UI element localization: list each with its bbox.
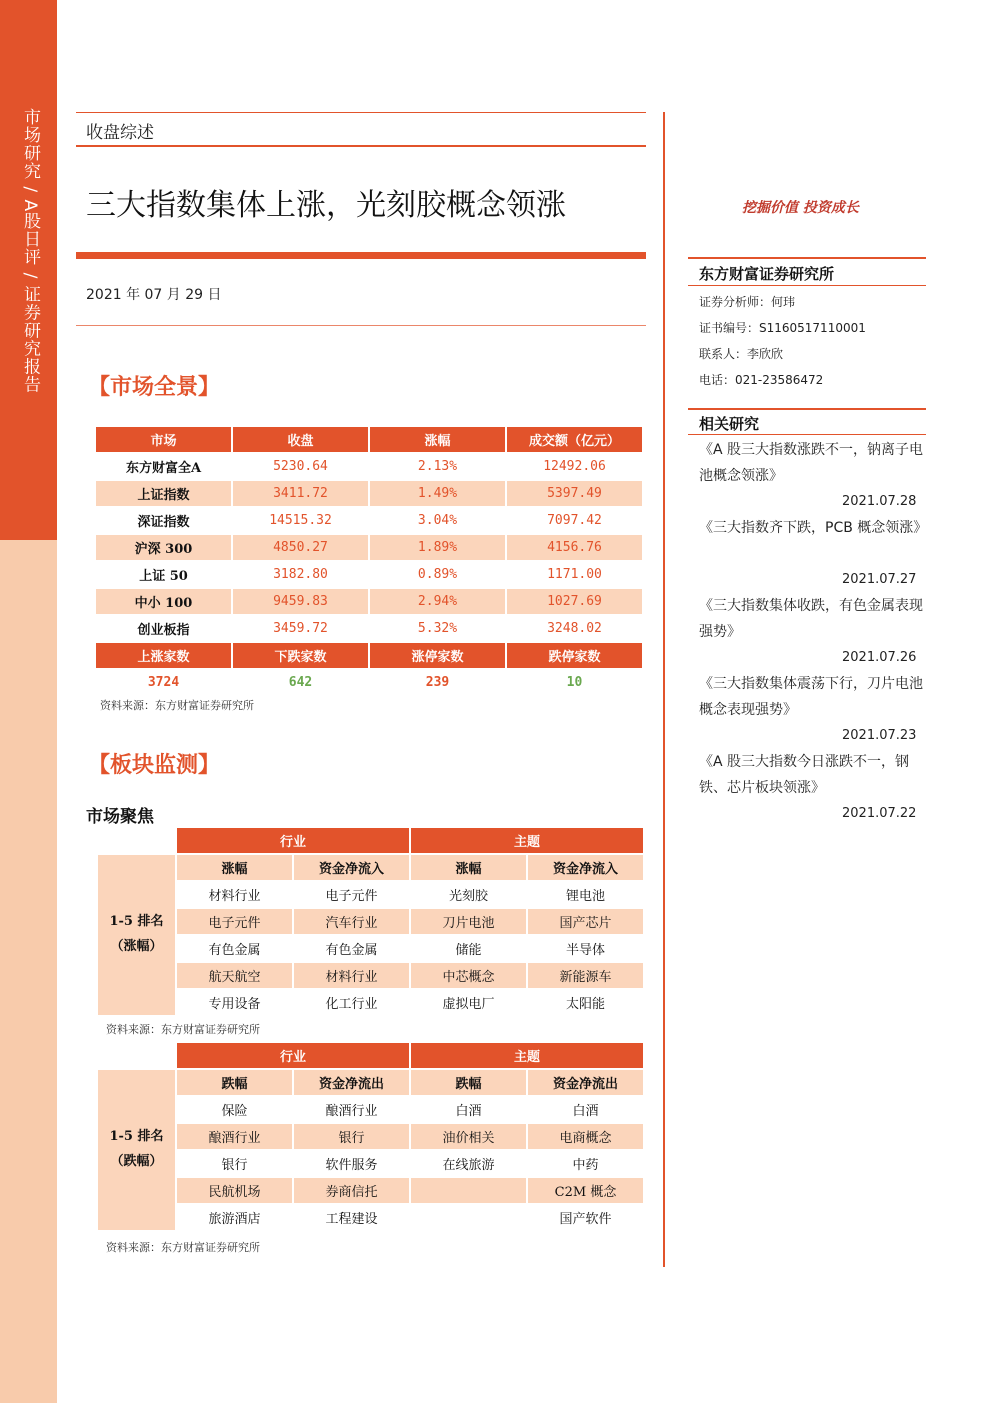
table-row [98,1124,643,1149]
group-header-industry: 行业 [177,1043,409,1068]
sector-cell: 电子元件 [294,882,409,907]
blank-cell [98,828,175,853]
sector-cell: 中药 [528,1151,643,1176]
index-turnover: 12492.06 [507,454,642,479]
report-date: 2021 年 07 月 29 日 [86,287,222,303]
table-row [96,454,642,479]
sector-cell: 旅游酒店 [177,1205,292,1230]
top-gainers-table [96,826,645,1017]
index-name: 上证 50 [96,562,231,587]
related-report-date: 2021.07.27 [842,572,917,587]
top-losers-table [96,1041,645,1232]
header-top-rule [76,112,646,113]
index-turnover: 3248.02 [507,616,642,641]
index-change: 1.89% [370,535,505,560]
sector-cell: C2M 概念 [528,1178,643,1203]
sector-cell: 储能 [411,936,526,961]
col-header-row [98,855,643,880]
col-header: 上涨家数 [96,643,231,668]
group-header-theme: 主题 [411,1043,643,1068]
related-report-title[interactable]: 《三大指数集体震荡下行，刀片电池概念表现强势》 [699,676,923,718]
group-header-theme: 主题 [411,828,643,853]
sector-cell: 太阳能 [528,990,643,1015]
rank-label-line1: 1-5 排名 [109,914,164,930]
sidebar-category-text: 市场研究 / A股日评 / 证券研究报告 [20,108,40,394]
related-report-title[interactable]: 《A 股三大指数涨跌不一，钠离子电池概念领涨》 [699,442,924,484]
rank-label-line1: 1-5 排名 [109,1129,164,1145]
index-close: 3459.72 [233,616,368,641]
sector-cell: 工程建设 [294,1205,409,1230]
index-name: 东方财富全A [96,454,231,479]
phone-number: 电话：021-23586472 [699,373,824,387]
sector-cell: 航天航空 [177,963,292,988]
index-change: 5.32% [370,616,505,641]
count-row [96,670,642,695]
table-row [96,481,642,506]
col-header: 跌停家数 [507,643,642,668]
sector-cell: 新能源车 [528,963,643,988]
related-report-title[interactable]: 《A 股三大指数今日涨跌不一，钢铁、芯片板块领涨》 [699,754,910,796]
sector-cell: 材料行业 [177,882,292,907]
table-row [98,1151,643,1176]
sidebar-light-band [0,540,57,1403]
index-name: 上证指数 [96,481,231,506]
col-header: 涨幅 [177,855,292,880]
sector-cell: 电商概念 [528,1124,643,1149]
index-close: 3182.80 [233,562,368,587]
sectors-title: 【板块监测】 [88,752,221,778]
sector-cell: 半导体 [528,936,643,961]
sector-cell: 银行 [177,1151,292,1176]
table-row [96,535,642,560]
date-rule [76,325,646,326]
sector-cell: 光刻胶 [411,882,526,907]
rank-label [98,1070,175,1230]
rank-label-line2: （涨幅） [110,939,163,954]
sector-cell: 锂电池 [528,882,643,907]
gainers-source: 资料来源：东方财富证券研究所 [106,1023,260,1036]
col-header: 资金净流出 [528,1070,643,1095]
sector-cell: 刀片电池 [411,909,526,934]
limit-up-count: 239 [370,670,505,695]
index-close: 9459.83 [233,589,368,614]
table-row [98,1205,643,1230]
sector-cell: 国产芯片 [528,909,643,934]
sector-cell: 汽车行业 [294,909,409,934]
related-bottom-rule [688,434,926,435]
group-header-row [98,1043,643,1068]
rank-label [98,855,175,1015]
index-name: 沪深 300 [96,535,231,560]
col-header: 资金净流入 [528,855,643,880]
sector-cell: 专用设备 [177,990,292,1015]
losers-source: 资料来源：东方财富证券研究所 [106,1241,260,1254]
sector-cell: 电子元件 [177,909,292,934]
col-header: 资金净流出 [294,1070,409,1095]
related-report-date: 2021.07.28 [842,494,917,509]
index-close: 5230.64 [233,454,368,479]
sector-cell: 白酒 [411,1097,526,1122]
index-turnover: 1027.69 [507,589,642,614]
header-section-rule [76,145,646,147]
sector-cell: 民航机场 [177,1178,292,1203]
rank-label-line2: （跌幅） [110,1154,163,1169]
sector-cell: 券商信托 [294,1178,409,1203]
sector-cell: 银行 [294,1124,409,1149]
brand-slogan: 挖掘价值 投资成长 [742,200,859,216]
advancers-count: 3724 [96,670,231,695]
col-header: 跌幅 [411,1070,526,1095]
index-turnover: 7097.42 [507,508,642,533]
sector-cell [411,1205,526,1230]
limit-down-count: 10 [507,670,642,695]
decliners-count: 642 [233,670,368,695]
index-change: 1.49% [370,481,505,506]
index-close: 14515.32 [233,508,368,533]
col-header: 资金净流入 [294,855,409,880]
index-turnover: 1171.00 [507,562,642,587]
sector-cell: 化工行业 [294,990,409,1015]
related-report-date: 2021.07.23 [842,728,917,743]
sector-cell: 国产软件 [528,1205,643,1230]
index-change: 2.13% [370,454,505,479]
sector-cell: 有色金属 [177,936,292,961]
overview-title: 【市场全景】 [88,374,221,400]
col-header: 跌幅 [177,1070,292,1095]
col-header-row [98,1070,643,1095]
index-close: 3411.72 [233,481,368,506]
index-close: 4850.27 [233,535,368,560]
table-header-row [96,427,642,452]
col-header: 成交额（亿元） [507,427,642,452]
group-header-row [98,828,643,853]
col-header: 下跌家数 [233,643,368,668]
market-overview-table [94,425,644,697]
sector-cell: 材料行业 [294,963,409,988]
institute-bottom-rule [688,285,926,286]
sector-cell: 有色金属 [294,936,409,961]
index-turnover: 4156.76 [507,535,642,560]
col-header: 涨停家数 [370,643,505,668]
table-row [98,1178,643,1203]
sector-cell: 在线旅游 [411,1151,526,1176]
table-row [98,909,643,934]
related-research-title: 相关研究 [699,415,760,433]
sector-cell: 白酒 [528,1097,643,1122]
column-divider [663,112,665,1267]
related-top-rule [688,408,926,410]
related-report-date: 2021.07.26 [842,650,917,665]
table-row [98,990,643,1015]
table-row [98,882,643,907]
contact-person: 联系人：李欣欣 [699,347,784,361]
sector-cell: 虚拟电厂 [411,990,526,1015]
table-row [96,562,642,587]
index-change: 2.94% [370,589,505,614]
sector-cell: 中芯概念 [411,963,526,988]
section-label: 收盘综述 [86,123,154,143]
blank-cell [98,1043,175,1068]
institute-top-rule [688,257,926,259]
index-name: 创业板指 [96,616,231,641]
index-turnover: 5397.49 [507,481,642,506]
sector-cell: 油价相关 [411,1124,526,1149]
col-header: 收盘 [233,427,368,452]
related-report-title[interactable]: 《三大指数集体收跌，有色金属表现强势》 [699,598,923,640]
sector-cell: 酿酒行业 [294,1097,409,1122]
index-change: 3.04% [370,508,505,533]
index-change: 0.89% [370,562,505,587]
count-header-row [96,643,642,668]
market-focus-title: 市场聚焦 [86,807,154,827]
group-header-industry: 行业 [177,828,409,853]
related-report-date: 2021.07.22 [842,806,917,821]
sector-cell: 酿酒行业 [177,1124,292,1149]
institute-name: 东方财富证券研究所 [699,265,835,283]
headline-thick-rule [76,252,646,259]
sector-cell: 软件服务 [294,1151,409,1176]
analyst-name: 证券分析师：何玮 [699,295,796,309]
table-row [98,1097,643,1122]
col-header: 市场 [96,427,231,452]
index-name: 深证指数 [96,508,231,533]
index-name: 中小 100 [96,589,231,614]
certificate-number: 证书编号：S1160517110001 [699,321,866,335]
overview-source: 资料来源：东方财富证券研究所 [100,699,254,712]
related-report-title[interactable]: 《三大指数齐下跌，PCB 概念领涨》 [699,520,928,536]
table-row [96,589,642,614]
table-row [96,616,642,641]
table-row [96,508,642,533]
col-header: 涨幅 [411,855,526,880]
sector-cell: 保险 [177,1097,292,1122]
table-row [98,963,643,988]
sector-cell [411,1178,526,1203]
report-headline: 三大指数集体上涨，光刻胶概念领涨 [86,188,566,223]
table-row [98,936,643,961]
col-header: 涨幅 [370,427,505,452]
